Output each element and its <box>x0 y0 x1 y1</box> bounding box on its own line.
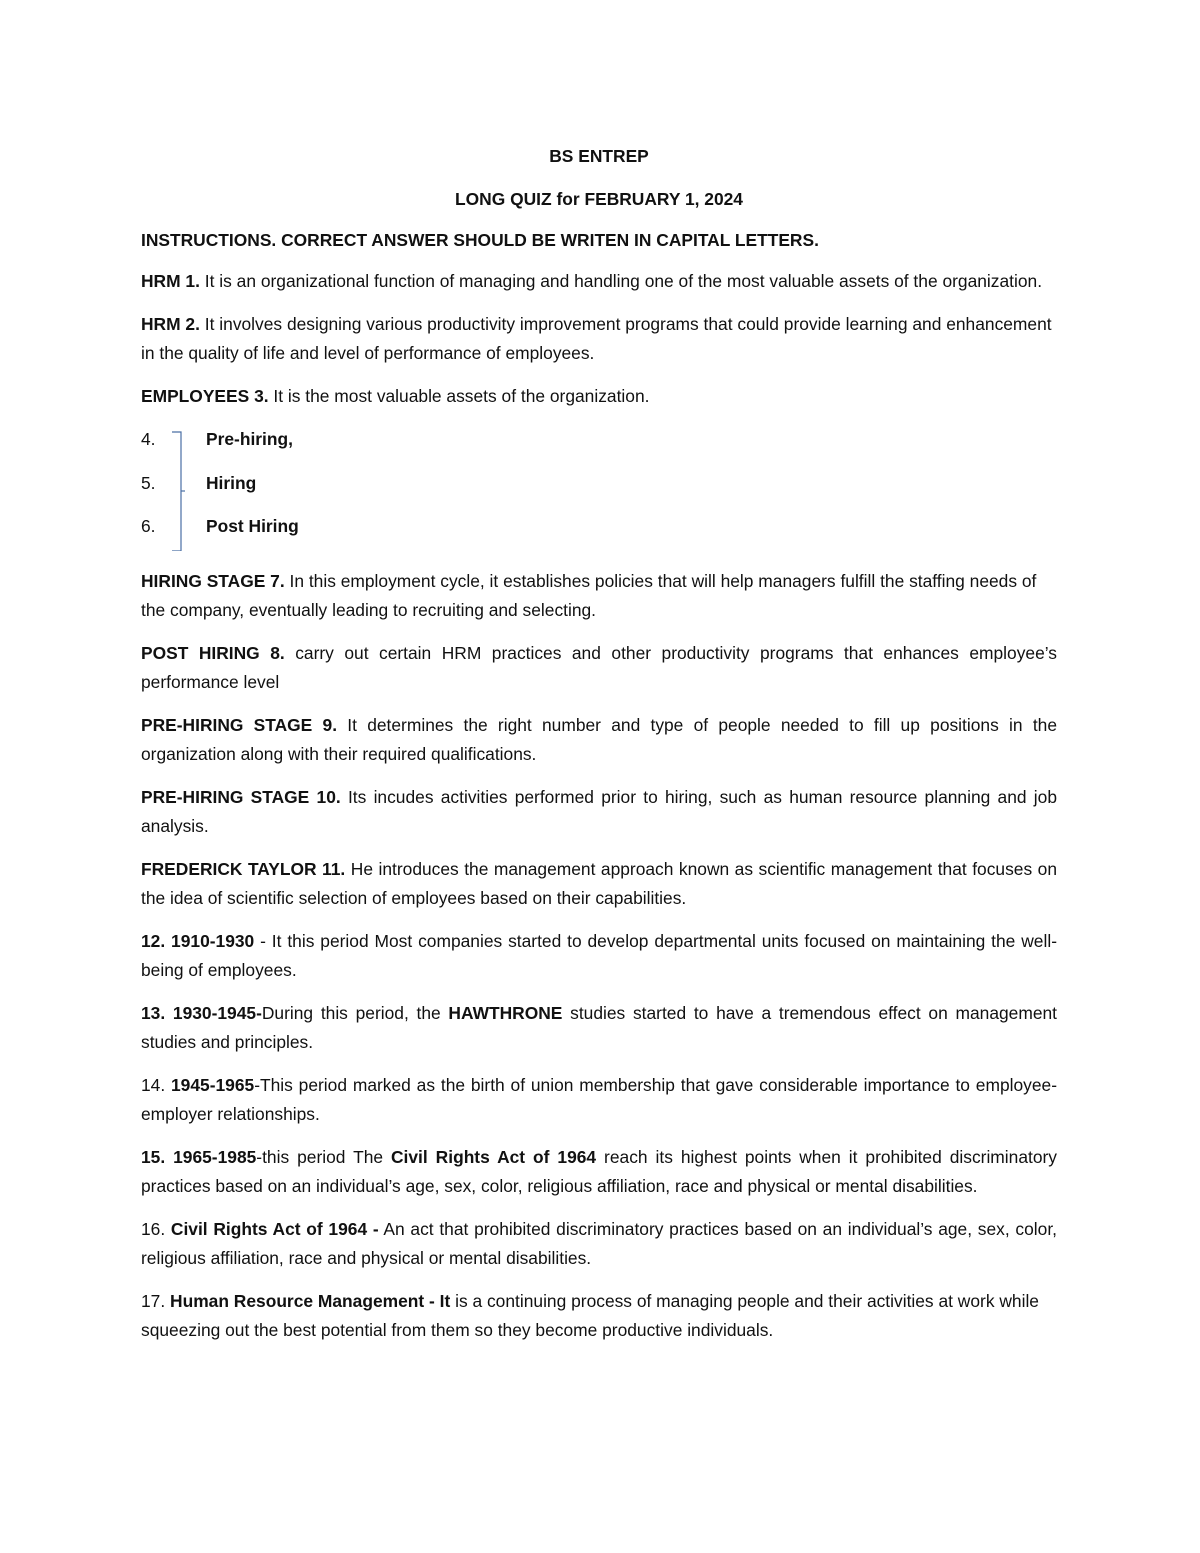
question-2 <box>141 310 1057 368</box>
instructions: INSTRUCTIONS. CORRECT ANSWER SHOULD BE WRITEN IN CAPITAL LETTERS. <box>141 230 819 250</box>
answer-12: 12. 1910-1930 <box>141 931 255 951</box>
question-1-text: It is an organizational function of managing and handling one of the most valuable assets of the organization. <box>199 271 1043 291</box>
question-11-text: He introduces the management approach known as scientific management that focuses on the idea of scientific selection of employees based on their capabilities. <box>141 859 1057 908</box>
question-8-text: carry out certain HRM practices and other productivity programs that enhances employee’s performance level <box>141 643 1057 692</box>
question-1 <box>141 267 1057 296</box>
quiz-title: LONG QUIZ for FEBRUARY 1, 2024 <box>455 189 743 209</box>
group-item-label: Pre-hiring, <box>206 429 293 449</box>
answer-1: HRM 1. <box>141 271 200 291</box>
group-item-label: Post Hiring <box>206 516 299 536</box>
question-17-text: is a continuing process of managing people and their activities at work while squeezing out the best potential from them so they become productive individuals. <box>141 1291 1039 1340</box>
question-13-text-before: During this period, the <box>261 1003 449 1023</box>
answer-7: HIRING STAGE 7. <box>141 571 285 591</box>
answer-2: HRM 2. <box>141 314 200 334</box>
question-3 <box>141 382 1057 411</box>
question-3-text: It is the most valuable assets of the organization. <box>268 386 650 406</box>
group-item-number: 5. <box>141 473 156 493</box>
answer-14: 1945-1965 <box>171 1075 255 1095</box>
question-9-text: It determines the right number and type of people needed to fill up positions in the organization along with their required qualifications. <box>141 715 1057 764</box>
question-16 <box>141 1215 1057 1273</box>
question-14-number: 14. <box>141 1075 172 1095</box>
answer-13: 13. 1930-1945- <box>141 1003 262 1023</box>
question-2-text: It involves designing various productivity improvement programs that could provide learning and enhancement in the quality of life and level of performance of employees. <box>141 314 1052 363</box>
answer-11: FREDERICK TAYLOR 11. <box>141 859 346 879</box>
question-15-text-after: reach its highest points when it prohibited discriminatory practices based on an individual’s age, sex, color, religious affiliation, race and physical or mental disabilities. <box>141 1147 1057 1196</box>
question-15-highlight: Civil Rights Act of 1964 <box>391 1147 597 1167</box>
answer-9: PRE-HIRING STAGE 9. <box>141 715 338 735</box>
question-14-text: -This period marked as the birth of union membership that gave considerable importance to employee-employer relationships. <box>141 1075 1057 1124</box>
answer-15: 15. 1965-1985 <box>141 1147 257 1167</box>
answer-16: Civil Rights Act of 1964 - <box>170 1219 379 1239</box>
answer-group-4-6 <box>141 425 1057 555</box>
question-12-text: - It this period Most companies started to develop departmental units focused on maintaining the well-being of employees. <box>141 931 1057 980</box>
document-page <box>141 142 1057 1359</box>
question-15 <box>141 1143 1057 1201</box>
question-7 <box>141 567 1057 625</box>
question-8 <box>141 639 1057 697</box>
group-item-number: 4. <box>141 429 156 449</box>
question-16-text: An act that prohibited discriminatory practices based on an individual’s age, sex, color, religious affiliation, race and physical or mental disabilities. <box>141 1219 1057 1268</box>
bracket-icon <box>171 431 185 551</box>
answer-3: EMPLOYEES 3. <box>141 386 269 406</box>
answer-17: Human Resource Management - It <box>170 1291 451 1311</box>
question-14 <box>141 1071 1057 1129</box>
question-16-number: 16. <box>141 1219 171 1239</box>
question-10-text: Its incudes activities performed prior to hiring, such as human resource planning and job analysis. <box>141 787 1058 836</box>
question-9 <box>141 711 1057 769</box>
answer-8: POST HIRING 8. <box>141 643 285 663</box>
answer-10: PRE-HIRING STAGE 10. <box>141 787 341 807</box>
document-heading: BS ENTREP <box>549 146 649 166</box>
question-13-text-after: studies started to have a tremendous effect on management studies and principles. <box>141 1003 1057 1052</box>
question-11 <box>141 855 1057 913</box>
question-10 <box>141 783 1057 841</box>
question-7-text: In this employment cycle, it establishes policies that will help managers fulfill the staffing needs of the company, eventually leading to recruiting and selecting. <box>141 571 1037 620</box>
question-13-highlight: HAWTHRONE <box>448 1003 563 1023</box>
question-15-text-before: -this period The <box>256 1147 391 1167</box>
question-17-number: 17. <box>141 1291 171 1311</box>
question-12 <box>141 927 1057 985</box>
group-item-label: Hiring <box>206 473 257 493</box>
question-13 <box>141 999 1057 1057</box>
group-item-number: 6. <box>141 516 156 536</box>
question-17 <box>141 1287 1057 1345</box>
